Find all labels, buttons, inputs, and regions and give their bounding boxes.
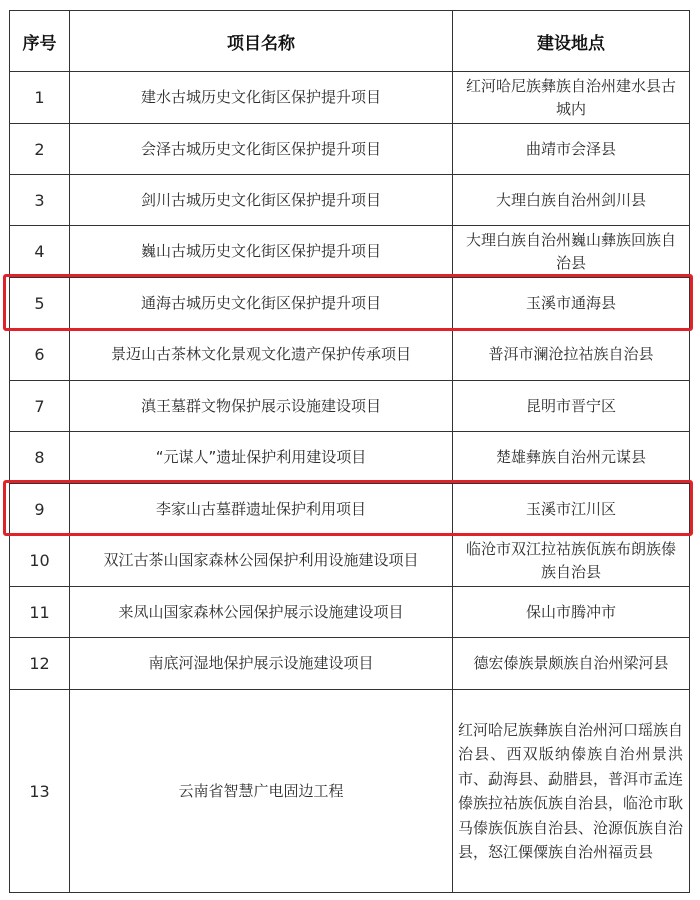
cell-no: 8 <box>10 432 70 484</box>
cell-location: 德宏傣族景颇族自治州梁河县 <box>453 638 690 690</box>
cell-location: 玉溪市通海县 <box>453 278 690 329</box>
cell-no: 11 <box>10 587 70 638</box>
cell-location: 普洱市澜沧拉祜族自治县 <box>453 329 690 381</box>
cell-name: 景迈山古茶林文化景观文化遗产保护传承项目 <box>70 329 453 381</box>
cell-no: 4 <box>10 226 70 278</box>
cell-location: 大理白族自治州剑川县 <box>453 175 690 226</box>
table-row <box>10 432 690 484</box>
cell-no: 13 <box>10 690 70 893</box>
cell-name: 会泽古城历史文化街区保护提升项目 <box>70 124 453 175</box>
cell-name: 云南省智慧广电固边工程 <box>70 690 453 893</box>
project-table <box>9 10 690 893</box>
cell-name: 双江古茶山国家森林公园保护利用设施建设项目 <box>70 535 453 587</box>
cell-no: 3 <box>10 175 70 226</box>
cell-location: 红河哈尼族彝族自治州建水县古城内 <box>453 72 690 124</box>
cell-no: 2 <box>10 124 70 175</box>
header-no: 序号 <box>10 11 70 72</box>
highlight-box-row-5 <box>3 274 693 331</box>
cell-name: 李家山古墓群遗址保护利用项目 <box>70 484 453 535</box>
table-header-row <box>10 11 690 72</box>
table-row <box>10 381 690 432</box>
cell-location: 红河哈尼族彝族自治州河口瑶族自治县、西双版纳傣族自治州景洪市、勐海县、勐腊县，普洱市孟连傣族拉祜族佤族自治县，临沧市耿马傣族佤族自治县、沧源佤族自治县，怒江傈僳族自治州福贡县 <box>453 690 690 893</box>
cell-name: 巍山古城历史文化街区保护提升项目 <box>70 226 453 278</box>
table-row <box>10 175 690 226</box>
cell-no: 6 <box>10 329 70 381</box>
cell-no: 5 <box>10 278 70 329</box>
cell-no: 10 <box>10 535 70 587</box>
cell-location: 大理白族自治州巍山彝族回族自治县 <box>453 226 690 278</box>
cell-no: 9 <box>10 484 70 535</box>
header-location: 建设地点 <box>453 11 690 72</box>
cell-location: 保山市腾冲市 <box>453 587 690 638</box>
cell-location: 昆明市晋宁区 <box>453 381 690 432</box>
cell-no: 7 <box>10 381 70 432</box>
table-row <box>10 329 690 381</box>
cell-location: 楚雄彝族自治州元谋县 <box>453 432 690 484</box>
cell-name: 剑川古城历史文化街区保护提升项目 <box>70 175 453 226</box>
cell-name: 通海古城历史文化街区保护提升项目 <box>70 278 453 329</box>
cell-no: 12 <box>10 638 70 690</box>
table-row <box>10 535 690 587</box>
table-row <box>10 587 690 638</box>
cell-no: 1 <box>10 72 70 124</box>
cell-name: 建水古城历史文化街区保护提升项目 <box>70 72 453 124</box>
table-row <box>10 72 690 124</box>
table-row <box>10 226 690 278</box>
highlight-box-row-9 <box>3 480 693 536</box>
cell-name: 南底河湿地保护展示设施建设项目 <box>70 638 453 690</box>
cell-name: 滇王墓群文物保护展示设施建设项目 <box>70 381 453 432</box>
cell-location: 曲靖市会泽县 <box>453 124 690 175</box>
cell-name: “元谋人”遗址保护利用建设项目 <box>70 432 453 484</box>
cell-location: 玉溪市江川区 <box>453 484 690 535</box>
table-row <box>10 638 690 690</box>
cell-name: 来凤山国家森林公园保护展示设施建设项目 <box>70 587 453 638</box>
table-row <box>10 690 690 893</box>
cell-location: 临沧市双江拉祜族佤族布朗族傣族自治县 <box>453 535 690 587</box>
header-name: 项目名称 <box>70 11 453 72</box>
table-row <box>10 124 690 175</box>
